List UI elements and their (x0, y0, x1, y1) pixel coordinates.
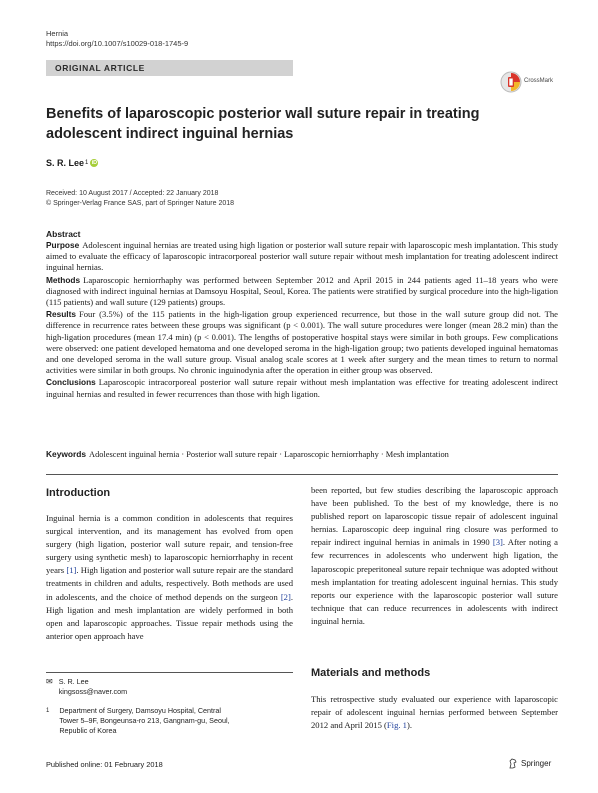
article-type-label: ORIGINAL ARTICLE (55, 63, 145, 73)
affiliation-line-2: Tower 5–9F, Bongeunsa-ro 213, Gangnam-gu, Seoul, (59, 716, 230, 725)
methods-paragraph-1 (311, 693, 558, 732)
methods-text: Laparoscopic herniorrhaphy was performed between September 2012 and April 2015 in 244 patients aged 11–18 years who were diagnosed with indirect inguinal hernias at Damsoyu Hospital, Seoul, Korea. The patients were stratified by surgical procedure into the high-ligation (115 patients) and wall suture (129 patients) groups. (46, 274, 558, 308)
conclusions-text: Laparoscopic intracorporeal posterior wall suture repair without mesh implantation was effective for treating adolescent indirect inguinal hernias and resulted in fewer recurrences than those with high ligation. (46, 377, 558, 399)
intro2-text-a: been reported, but few studies describing the laparoscopic approach have been published. To the best of my knowledge, there is no published report on laparoscopic tissue repair of adolescent inguinal hernias. Laparoscopic deep inguinal ring closure was performed to repair indirect inguinal hernias in animals in 1990 (311, 485, 558, 548)
crossmark-icon (500, 71, 522, 93)
methods-label: Methods (46, 274, 81, 285)
section-divider (46, 474, 558, 475)
affiliation-block (46, 706, 230, 736)
author-affiliation-mark: 1 (85, 160, 89, 166)
intro-text-a: Inguinal hernia is a common condition in adolescents that requires surgical intervention, and its management has evolved from open surgery (high ligation, posterior wall suture repair, and tension-free surgery using synthetic mesh) to laparoscopic herniorrhaphy in recent years (46, 513, 293, 576)
introduction-paragraph-1 (46, 512, 293, 643)
correspondence-email[interactable]: kingsoss@naver.com (58, 687, 128, 696)
footnote-divider (46, 672, 293, 673)
citation-2[interactable]: [2] (280, 591, 291, 602)
mail-icon: ✉ (46, 677, 53, 686)
journal-name: Hernia (46, 29, 69, 38)
correspondence-block (46, 677, 127, 697)
intro-text-b: . High ligation and posterior wall suture repair are the standard treatments in children and adults, respectively. Both methods are used in adolescents, and the choice of method depends on the surgeon (46, 565, 294, 602)
introduction-paragraph-2 (311, 484, 558, 628)
keywords-line (46, 449, 558, 460)
article-title: Benefits of laparoscopic posterior wall suture repair in treating adolescent indirect inguinal hernias (46, 106, 480, 142)
methods-text-b: ). (406, 720, 412, 731)
abstract-methods (46, 275, 558, 309)
results-label: Results (46, 309, 76, 320)
abstract-results (46, 309, 558, 376)
affiliation-number: 1 (46, 708, 50, 714)
affiliation-line-3: Republic of Korea (59, 726, 117, 735)
introduction-heading: Introduction (46, 487, 111, 499)
keywords-text: Adolescent inguinal hernia · Posterior wall suture repair · Laparoscopic herniorrhaphy · Mesh implantation (89, 450, 449, 459)
author-name[interactable]: S. R. Lee (46, 158, 85, 168)
purpose-label: Purpose (46, 240, 80, 250)
methods-text-a: This retrospective study evaluated our experience with laparoscopic repair of adolescent inguinal hernias performed between September 2012 and April 2015 ( (311, 694, 558, 731)
crossmark-badge[interactable] (500, 71, 560, 93)
copyright-line: © Springer-Verlag France SAS, part of Springer Nature 2018 (46, 200, 235, 207)
publisher-name: Springer (521, 759, 552, 768)
results-text: Four (3.5%) of the 115 patients in the high-ligation group experienced recurrence, but those in the wall suture group did not. The difference in recurrence rates between these groups was significant (p < 0.001). The wall suture procedures were longer (mean 28.2 min) than the high-ligation procedures (mean 17.4 min) (p < 0.001). The lengths of postoperative hospital stays were similar in both groups. Few complications were observed: one patient developed hematoma and one developed seroma in the high-ligation group; two patients developed inguinal hematomas and one developed seroma in the wall suture group. Visual analog scale scores at 1 week after surgery and the mean times to return to normal activities were similar in both groups. No chronic inguinodynia after the operation in either group was observed. (46, 309, 558, 376)
intro2-text-b: . After noting a few recurrences in adolescents who underwent high ligation, the laparoscopic preperitoneal suture repair technique was adopted without mesh implantation for treating adolescent inguinal hernias. This study reports our experience with the laparoscopic posterior wall suture technique that can reduce recurrences in adolescents with indirect inguinal hernia. (311, 537, 558, 626)
affiliation-line-1: Department of Surgery, Damsoyu Hospital, Central (59, 706, 221, 715)
publisher-logo (508, 758, 551, 769)
abstract-heading: Abstract (46, 229, 81, 239)
crossmark-label: CrossMark (524, 78, 554, 84)
abstract-purpose (46, 240, 558, 274)
abstract-conclusions (46, 377, 558, 399)
orcid-icon[interactable]: iD (91, 160, 98, 166)
article-type-banner (46, 60, 293, 76)
received-accepted-dates: Received: 10 August 2017 / Accepted: 22 January 2018 (46, 190, 219, 197)
springer-horse-icon (508, 758, 518, 769)
figure-1-link[interactable]: Fig. 1 (386, 720, 407, 731)
doi-link[interactable]: https://doi.org/10.1007/s10029-018-1745-9 (46, 39, 189, 48)
correspondence-name: S. R. Lee (58, 677, 89, 686)
methods-heading: Materials and methods (311, 667, 431, 679)
conclusions-label: Conclusions (46, 377, 96, 388)
intro-text-c: . High ligation and mesh implantation are widely performed in both open and laparoscopic approaches. Tissue repair methods using the anterior open approach have (46, 591, 293, 641)
author-line (46, 158, 98, 168)
abstract-body (46, 240, 558, 401)
citation-1[interactable]: [1] (66, 565, 77, 576)
keywords-label: Keywords (46, 449, 87, 459)
published-online: Published online: 01 February 2018 (46, 760, 163, 769)
purpose-text: Adolescent inguinal hernias are treated using high ligation or posterior wall suture repair with laparoscopic mesh implantation. This study aimed to evaluate the efficacy of laparoscopic intracorporeal posterior wall suture repair without mesh implantation for treating adolescent indirect inguinal hernias. (46, 240, 558, 273)
citation-3[interactable]: [3] (492, 537, 503, 548)
